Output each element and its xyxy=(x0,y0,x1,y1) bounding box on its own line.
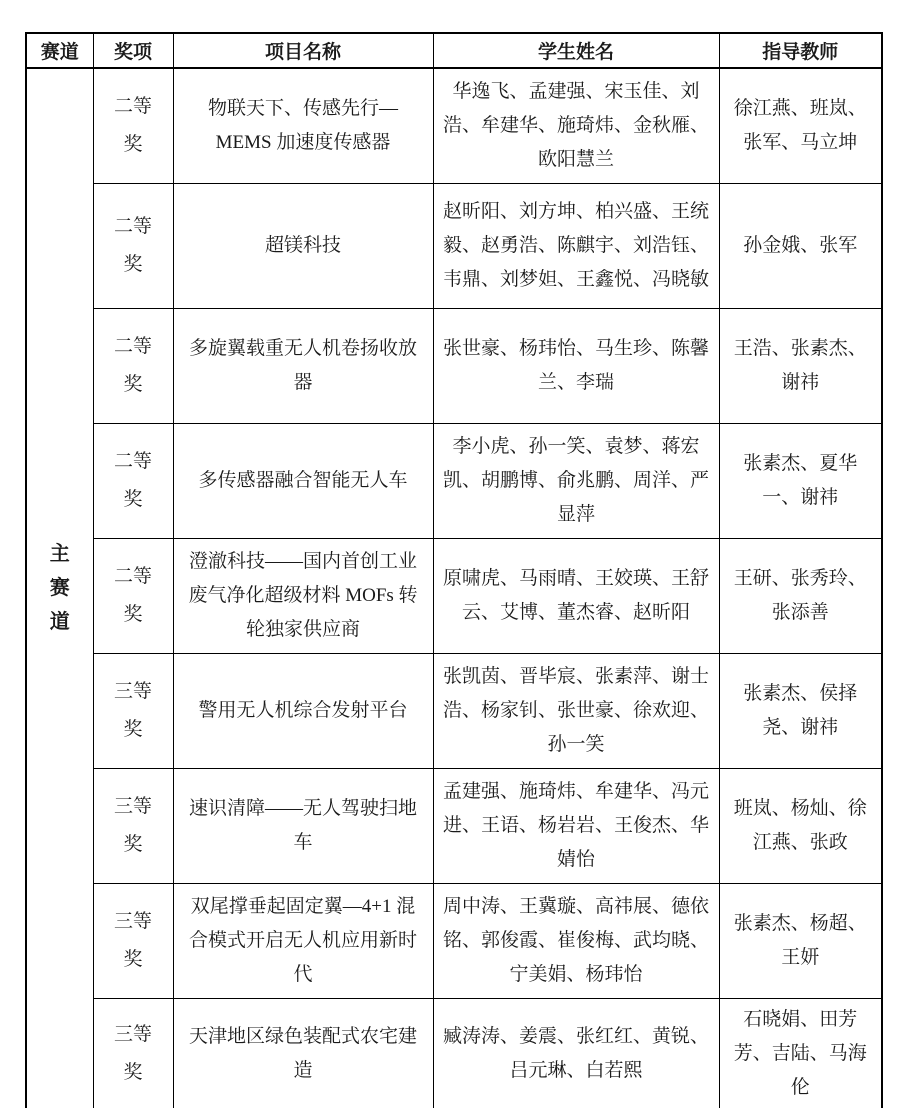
teachers-cell: 孙金娥、张军 xyxy=(719,183,882,308)
project-cell: 速识清障——无人驾驶扫地车 xyxy=(173,768,433,883)
teachers-cell: 张素杰、杨超、王妍 xyxy=(719,883,882,998)
students-cell: 李小虎、孙一笑、袁梦、蒋宏凯、胡鹏博、俞兆鹏、周洋、严显萍 xyxy=(433,423,719,538)
table-row xyxy=(26,998,882,1108)
award-cell: 三等奖 xyxy=(93,883,173,998)
teachers-cell: 班岚、杨灿、徐江燕、张政 xyxy=(719,768,882,883)
project-cell: 多传感器融合智能无人车 xyxy=(173,423,433,538)
project-cell: 超镁科技 xyxy=(173,183,433,308)
table-row xyxy=(26,308,882,423)
table-row xyxy=(26,883,882,998)
table-row xyxy=(26,183,882,308)
award-cell: 三等奖 xyxy=(93,998,173,1108)
students-cell: 臧涛涛、姜震、张红红、黄锐、吕元琳、白若熙 xyxy=(433,998,719,1108)
students-cell: 华逸飞、孟建强、宋玉佳、刘浩、牟建华、施琦炜、金秋雁、欧阳慧兰 xyxy=(433,68,719,183)
students-cell: 赵昕阳、刘方坤、柏兴盛、王统毅、赵勇浩、陈麒宇、刘浩钰、韦鼎、刘梦妲、王鑫悦、冯晓敏 xyxy=(433,183,719,308)
project-cell: 双尾撑垂起固定翼—4+1 混合模式开启无人机应用新时代 xyxy=(173,883,433,998)
award-cell: 二等奖 xyxy=(93,183,173,308)
awards-table xyxy=(25,32,883,1108)
award-cell: 三等奖 xyxy=(93,768,173,883)
project-cell: 物联天下、传感先行—MEMS 加速度传感器 xyxy=(173,68,433,183)
table-row xyxy=(26,768,882,883)
teachers-cell: 王浩、张素杰、谢祎 xyxy=(719,308,882,423)
table-row xyxy=(26,538,882,653)
table-row xyxy=(26,423,882,538)
table-row xyxy=(26,68,882,183)
project-cell: 警用无人机综合发射平台 xyxy=(173,653,433,768)
award-cell: 二等奖 xyxy=(93,68,173,183)
project-cell: 澄澈科技——国内首创工业废气净化超级材料 MOFs 转轮独家供应商 xyxy=(173,538,433,653)
students-cell: 周中涛、王冀璇、高祎展、德依铭、郭俊霞、崔俊梅、武均晓、宁美娟、杨玮怡 xyxy=(433,883,719,998)
award-cell: 三等奖 xyxy=(93,653,173,768)
table-header-row xyxy=(26,33,882,68)
teachers-cell: 张素杰、夏华一、谢祎 xyxy=(719,423,882,538)
track-cell xyxy=(26,68,93,1108)
award-cell: 二等奖 xyxy=(93,308,173,423)
project-cell: 多旋翼载重无人机卷扬收放器 xyxy=(173,308,433,423)
students-cell: 张凯茵、晋毕宸、张素萍、谢士浩、杨家钊、张世豪、徐欢迎、孙一笑 xyxy=(433,653,719,768)
teachers-cell: 徐江燕、班岚、张军、马立坤 xyxy=(719,68,882,183)
students-cell: 张世豪、杨玮怡、马生珍、陈馨兰、李瑞 xyxy=(433,308,719,423)
track-label: 主赛道 xyxy=(49,543,70,634)
students-cell: 孟建强、施琦炜、牟建华、冯元进、王语、杨岩岩、王俊杰、华婧怡 xyxy=(433,768,719,883)
col-header-teachers: 指导教师 xyxy=(719,33,882,68)
teachers-cell: 王研、张秀玲、张添善 xyxy=(719,538,882,653)
col-header-students: 学生姓名 xyxy=(433,33,719,68)
award-cell: 二等奖 xyxy=(93,423,173,538)
table-row xyxy=(26,653,882,768)
col-header-award: 奖项 xyxy=(93,33,173,68)
award-cell: 二等奖 xyxy=(93,538,173,653)
project-cell: 天津地区绿色装配式农宅建造 xyxy=(173,998,433,1108)
col-header-track: 赛道 xyxy=(26,33,93,68)
teachers-cell: 石晓娟、田芳芳、吉陆、马海伦 xyxy=(719,998,882,1108)
students-cell: 原啸虎、马雨晴、王姣瑛、王舒云、艾博、董杰睿、赵昕阳 xyxy=(433,538,719,653)
col-header-project: 项目名称 xyxy=(173,33,433,68)
teachers-cell: 张素杰、侯择尧、谢祎 xyxy=(719,653,882,768)
